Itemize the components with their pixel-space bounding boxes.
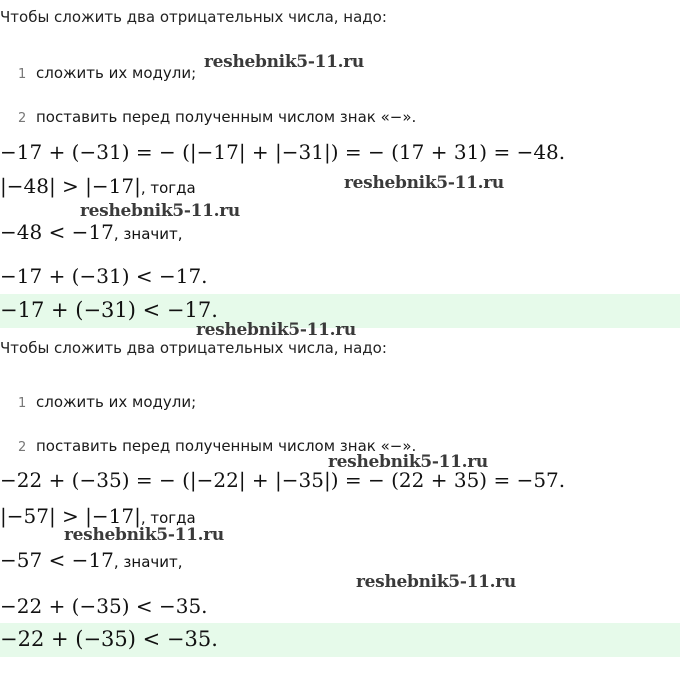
section-1-equation: −17 + (−31) = − (|−17| + |−31|) = − (17 + 31) = −48. [0, 140, 566, 164]
section-1-step-2 [18, 108, 416, 126]
section-1-answer: −17 + (−31) < −17. [0, 298, 218, 322]
step-text: сложить их модули; [36, 64, 197, 82]
step-number: 1 [18, 396, 27, 411]
inequality-text: , значит, [113, 225, 183, 243]
watermark: reshebnik5-11.ru [64, 525, 224, 545]
section-1-heading: Чтобы сложить два отрицательных числа, надо: [0, 8, 387, 26]
section-1-inequality [0, 220, 183, 244]
section-2-answer-box [0, 623, 680, 657]
watermark: reshebnik5-11.ru [344, 173, 504, 193]
step-text: поставить перед полученным числом знак «−». [36, 437, 417, 455]
watermark: reshebnik5-11.ru [204, 52, 364, 72]
step-number: 2 [18, 440, 27, 455]
step-number: 2 [18, 111, 27, 126]
section-2-step-1 [18, 393, 196, 411]
comparison-text: , тогда [140, 509, 196, 527]
inequality-math: −57 < −17 [0, 548, 114, 572]
section-2-equation: −22 + (−35) = − (|−22| + |−35|) = − (22 + 35) = −57. [0, 468, 566, 492]
step-number: 1 [18, 67, 27, 82]
watermark: reshebnik5-11.ru [328, 452, 488, 472]
step-text: сложить их модули; [36, 393, 197, 411]
watermark: reshebnik5-11.ru [196, 320, 356, 340]
watermark: reshebnik5-11.ru [80, 201, 240, 221]
section-2-heading: Чтобы сложить два отрицательных числа, надо: [0, 339, 387, 357]
inequality-text: , значит, [113, 553, 183, 571]
comparison-math: |−48| > |−17| [0, 174, 141, 198]
watermark: reshebnik5-11.ru [356, 572, 516, 592]
step-text: поставить перед полученным числом знак «−». [36, 108, 417, 126]
section-2-inequality [0, 548, 183, 572]
comparison-text: , тогда [140, 179, 196, 197]
inequality-math: −48 < −17 [0, 220, 114, 244]
section-1-comparison [0, 174, 196, 198]
comparison-math: |−57| > |−17| [0, 504, 141, 528]
section-1-result: −17 + (−31) < −17. [0, 264, 208, 288]
section-2-result: −22 + (−35) < −35. [0, 594, 208, 618]
section-1-step-1 [18, 64, 196, 82]
section-2-answer: −22 + (−35) < −35. [0, 627, 218, 651]
